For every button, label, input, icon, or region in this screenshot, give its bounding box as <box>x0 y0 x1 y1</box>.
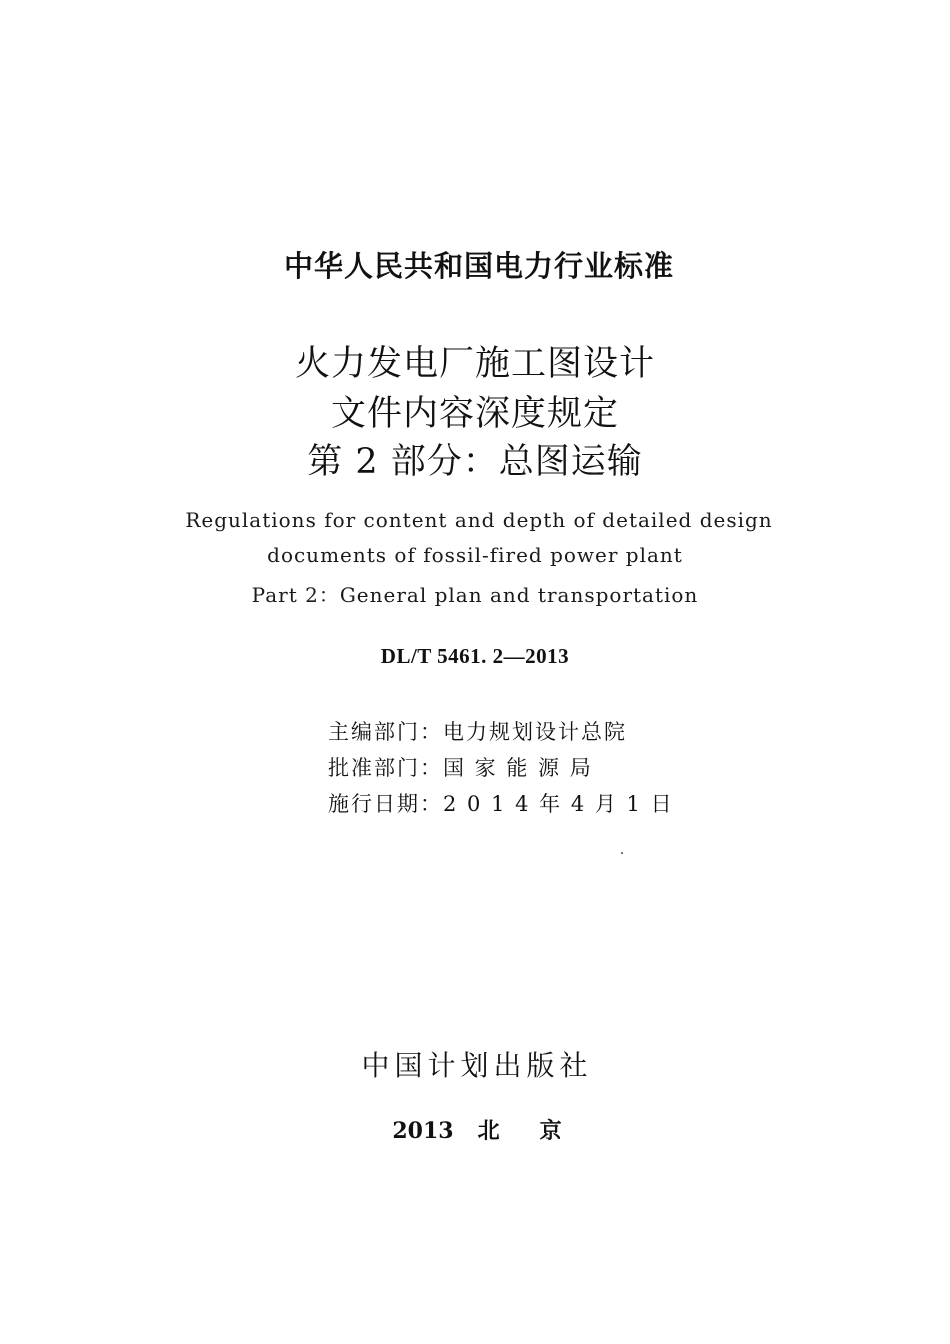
standard-code: DL/T 5461. 2—2013 <box>380 644 570 668</box>
chinese-title-line-3: 第 2 部分：总图运输 <box>307 442 643 482</box>
standard-series-heading: 中华人民共和国电力行业标准 <box>283 249 674 283</box>
english-title-line-3: Part 2：General plan and transportation <box>251 583 699 607</box>
imprint-line <box>2 1114 950 1145</box>
publisher-name: 中国计划出版社 <box>361 1049 593 1082</box>
print-speck <box>621 852 623 854</box>
english-title-line-2: documents of fossil-fired power plant <box>267 543 683 567</box>
imprint-city-part-1: 北 <box>477 1118 500 1144</box>
effective-date: 施行日期：2 0 1 4 年 4 月 1 日 <box>328 792 674 816</box>
chinese-title-line-2: 文件内容深度规定 <box>330 394 619 434</box>
english-title-line-1: Regulations for content and depth of detailed design <box>185 508 773 532</box>
imprint-year: 2013 <box>392 1118 454 1144</box>
editor-department: 主编部门：电力规划设计总院 <box>328 720 627 744</box>
imprint-city-part-2: 京 <box>539 1118 562 1144</box>
approval-department: 批准部门：国 家 能 源 局 <box>328 756 593 780</box>
chinese-title-line-1: 火力发电厂施工图设计 <box>294 344 655 384</box>
